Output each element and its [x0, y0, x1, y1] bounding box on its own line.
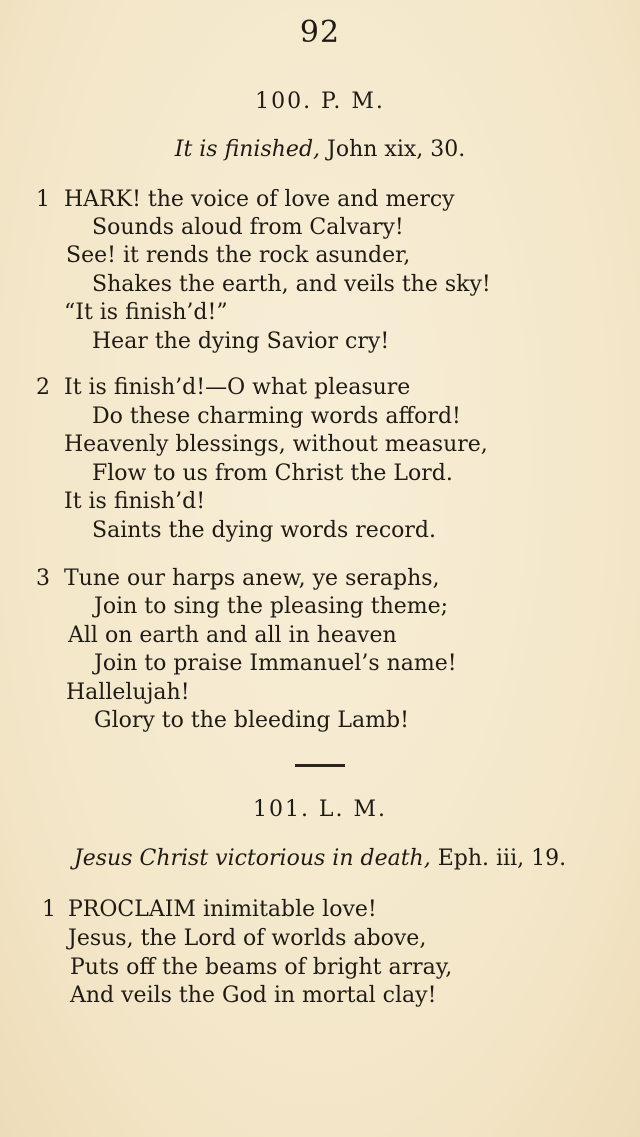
hymn-subtitle-reference: John xix, 30.	[320, 137, 466, 162]
verse-line: Puts off the beams of bright array,	[70, 955, 453, 980]
verse-line: Hear the dying Savior cry!	[92, 329, 390, 354]
page-number: 92	[299, 15, 341, 50]
verse-line: Shakes the earth, and veils the sky!	[92, 272, 491, 297]
verse-line: And veils the God in mortal clay!	[70, 983, 437, 1008]
verse-line: Jesus, the Lord of worlds above,	[68, 926, 427, 951]
verse-line: Join to praise Immanuel’s name!	[94, 651, 457, 676]
verse-number: 1	[42, 897, 56, 922]
verse-number: 1	[36, 187, 50, 212]
verse-line: Flow to us from Christ the Lord.	[92, 461, 453, 486]
hymn-subtitle-italic: Jesus Christ victorious in death,	[73, 846, 431, 871]
hymn-heading: 100. P. M.	[255, 89, 385, 114]
verse-line: Tune our harps anew, ye seraphs,	[64, 566, 440, 591]
verse-line: Sounds aloud from Calvary!	[92, 215, 404, 240]
verse-line: See! it rends the rock asunder,	[66, 243, 411, 268]
verse-number: 3	[36, 566, 50, 591]
verse-line: HARK! the voice of love and mercy	[64, 187, 455, 212]
hymn-subtitle-italic: It is finished,	[174, 137, 321, 162]
hymn-subtitle	[0, 845, 640, 873]
verse-number: 2	[36, 375, 50, 400]
verse-line: It is finish’d!	[64, 489, 206, 514]
section-divider	[295, 764, 345, 767]
hymn-subtitle	[0, 136, 640, 164]
verse-line: All on earth and all in heaven	[68, 623, 397, 648]
verse-line: It is finish’d!—O what pleasure	[64, 375, 411, 400]
verse-line: Saints the dying words record.	[92, 518, 436, 543]
verse-line: Join to sing the pleasing theme;	[94, 594, 449, 619]
verse-line: PROCLAIM inimitable love!	[68, 897, 377, 922]
verse-line: Hallelujah!	[66, 680, 190, 705]
hymn-subtitle-reference: Eph. iii, 19.	[430, 846, 567, 871]
verse-line: “It is finish’d!”	[64, 300, 228, 325]
verse-line: Do these charming words afford!	[92, 404, 461, 429]
hymn-heading: 101. L. M.	[252, 797, 388, 822]
verse-line: Glory to the bleeding Lamb!	[94, 708, 409, 733]
verse-line: Heavenly blessings, without measure,	[64, 432, 488, 457]
